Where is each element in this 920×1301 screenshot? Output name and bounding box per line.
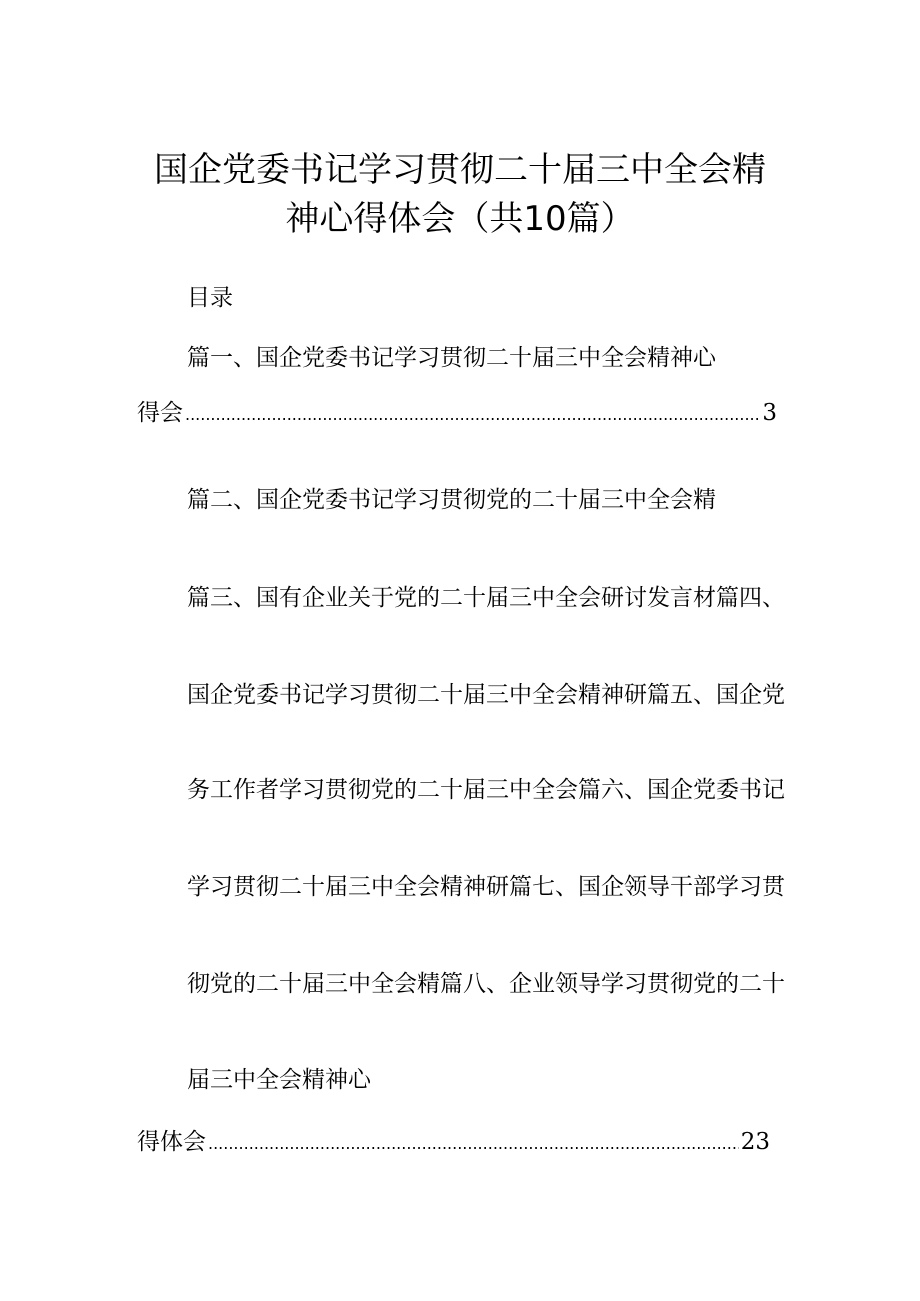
document-title-line-2: 神心得体会（共10篇） — [285, 199, 635, 239]
toc-last-line: 得体会 — [137, 1129, 206, 1155]
toc-last-leader-row — [137, 1127, 770, 1159]
toc-line: 彻党的二十届三中全会精篇八、企业领导学习贯彻党的二十 — [187, 971, 785, 997]
toc-entry-1-line-1: 篇一、国企党委书记学习贯彻二十届三中全会精神心 — [187, 345, 716, 371]
document-title-line-1: 国企党委书记学习贯彻二十届三中全会精 — [154, 150, 766, 190]
toc-line: 篇二、国企党委书记学习贯彻党的二十届三中全会精 — [187, 487, 716, 513]
toc-entry-1-leader-row — [137, 398, 777, 430]
toc-line: 届三中全会精神心 — [187, 1067, 371, 1093]
dot-leader — [208, 1129, 739, 1159]
toc-heading: 目录 — [187, 285, 233, 311]
toc-line: 学习贯彻二十届三中全会精神研篇七、国企领导干部学习贯 — [187, 874, 785, 900]
toc-entry-1-page-number: 3 — [762, 400, 777, 426]
toc-line: 篇三、国有企业关于党的二十届三中全会研讨发言材篇四、 — [187, 585, 785, 611]
toc-line: 国企党委书记学习贯彻二十届三中全会精神研篇五、国企党 — [187, 682, 785, 708]
toc-line: 务工作者学习贯彻党的二十届三中全会篇六、国企党委书记 — [187, 777, 785, 803]
dot-leader — [185, 400, 760, 430]
toc-last-page-number: 23 — [740, 1129, 770, 1155]
toc-entry-1-line-2: 得会 — [137, 400, 183, 426]
